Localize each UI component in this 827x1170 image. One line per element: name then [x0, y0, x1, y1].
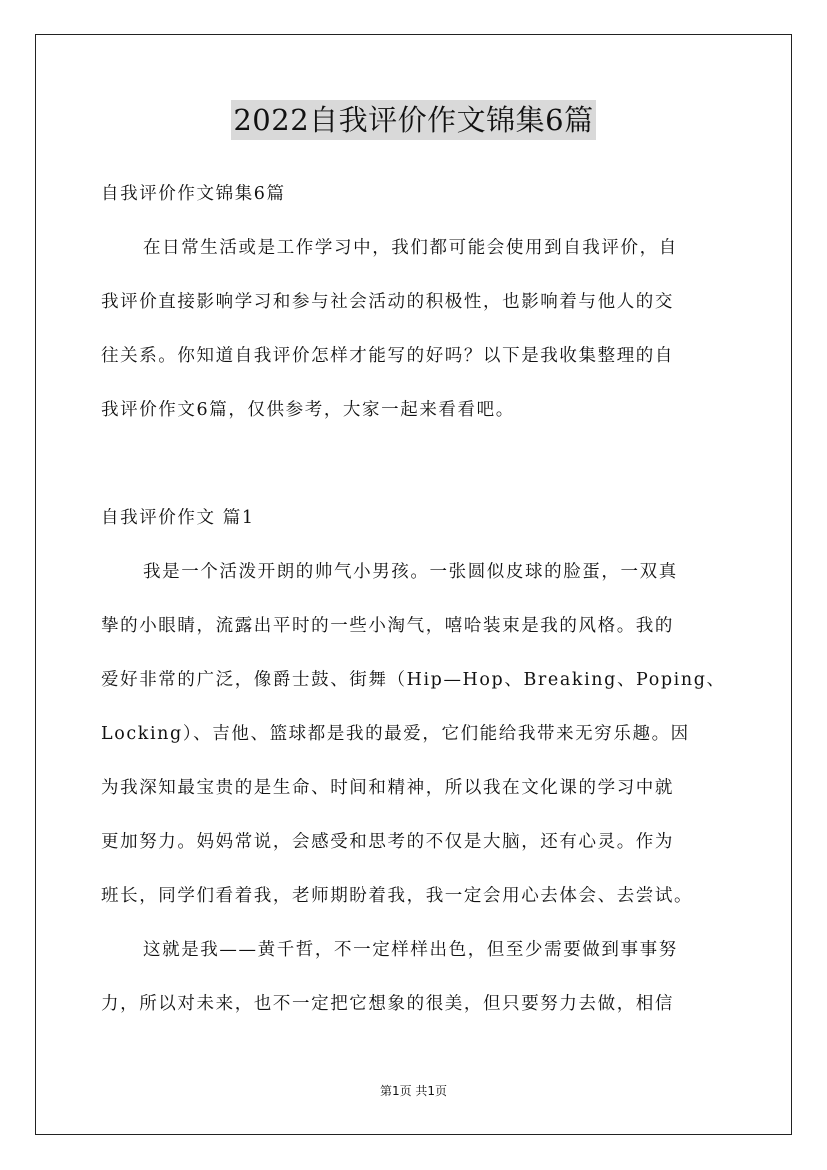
body-line: 这就是我——黄千哲，不一定样样出色，但至少需要做到事事努	[143, 940, 678, 960]
body-line: 我是一个活泼开朗的帅气小男孩。一张圆似皮球的脸蛋，一双真	[143, 562, 678, 582]
subtitle: 自我评价作文锦集6篇	[101, 184, 286, 204]
intro-line: 我评价直接影响学习和参与社会活动的积极性，也影响着与他人的交	[101, 292, 674, 312]
body-line: 爱好非常的广泛，像爵士鼓、街舞（Hip—Hop、Breaking、Poping、	[101, 670, 726, 690]
body-line: 为我深知最宝贵的是生命、时间和精神，所以我在文化课的学习中就	[101, 778, 674, 798]
page-footer: 第1页 共1页	[379, 1084, 448, 1098]
intro-line: 往关系。你知道自我评价怎样才能写的好吗？以下是我收集整理的自	[101, 346, 674, 366]
title-container	[0, 100, 827, 140]
body-line: 挚的小眼睛，流露出平时的一些小淘气，嘻哈装束是我的风格。我的	[101, 616, 674, 636]
body-line: 更加努力。妈妈常说，会感受和思考的不仅是大脑，还有心灵。作为	[101, 832, 674, 852]
body-line: Locking）、吉他、篮球都是我的最爱，它们能给我带来无穷乐趣。因	[101, 724, 690, 744]
paragraph-gap	[101, 447, 733, 501]
intro-line: 我评价作文6篇，仅供参考，大家一起来看看吧。	[101, 400, 515, 420]
section-heading: 自我评价作文 篇1	[101, 508, 255, 528]
document-title: 2022自我评价作文锦集6篇	[231, 100, 595, 140]
document-body	[101, 177, 733, 1041]
body-line: 力，所以对未来，也不一定把它想象的很美，但只要努力去做，相信	[101, 994, 674, 1014]
intro-line: 在日常生活或是工作学习中，我们都可能会使用到自我评价，自	[143, 238, 678, 258]
body-line: 班长，同学们看着我，老师期盼着我，我一定会用心去体会、去尝试。	[101, 886, 694, 906]
